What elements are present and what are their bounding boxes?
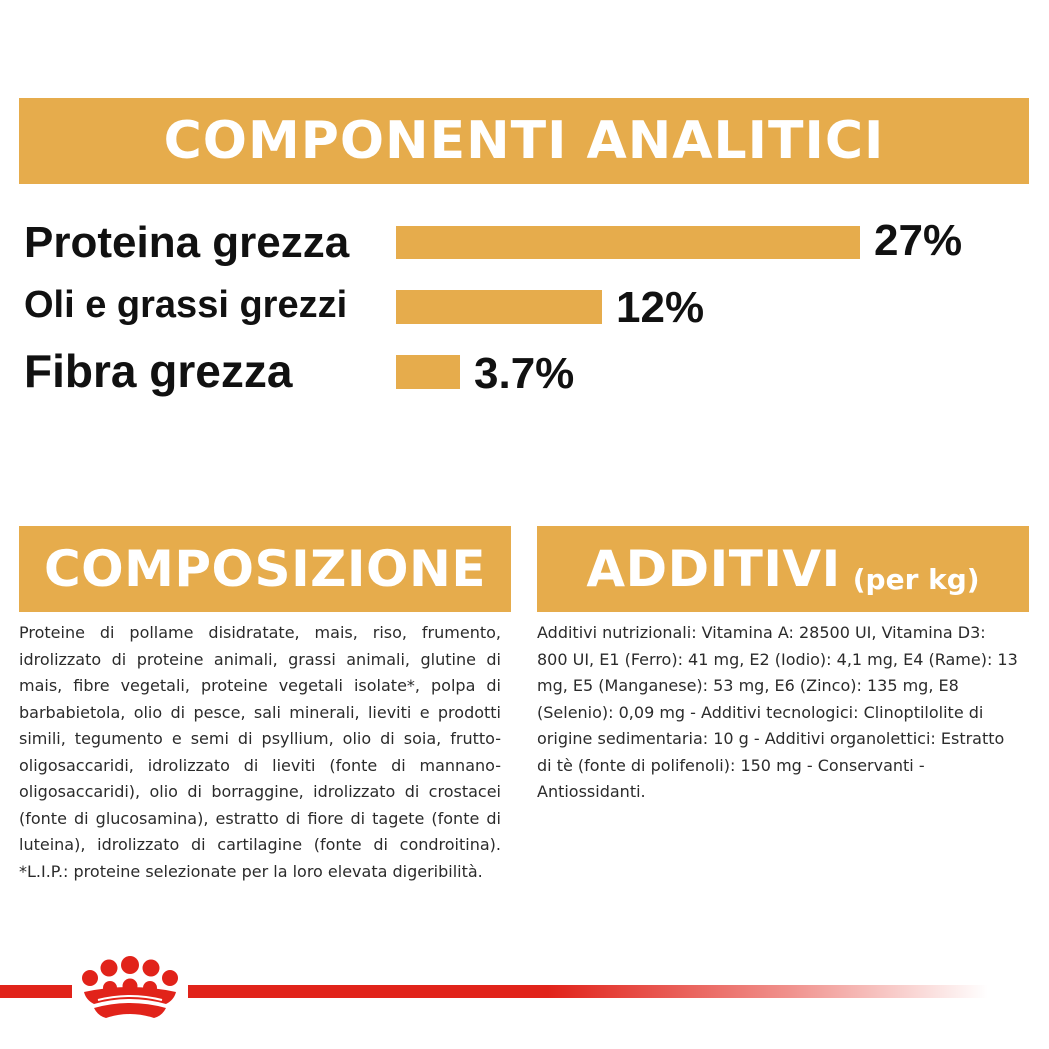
pct-fibra: 3.7% (474, 349, 575, 398)
bar-proteina (396, 226, 860, 259)
row-label-fibra: Fibra grezza (24, 345, 293, 397)
analitici-title: COMPONENTI ANALITICI (163, 111, 885, 171)
row-label-oli: Oli e grassi grezzi (24, 284, 348, 326)
crown-icon (76, 956, 184, 1020)
additivi-subtitle: (per kg) (852, 562, 980, 596)
pct-oli: 12% (616, 283, 705, 332)
footer-red-line-left (0, 985, 72, 998)
composizione-title: COMPOSIZIONE (43, 540, 487, 598)
composizione-text: Proteine di pollame disidratate, mais, riso, frumento, idrolizzato di proteine animali, grassi animali, glutine di mais, fibre vegetali, proteine vegetali isolate*, polpa di barbabietola, olio di pesce, sali minerali, lieviti e prodotti simili, tegumento e semi di psyllium, olio di soia, frutto-oligosaccaridi, idrolizzato di lieviti (fonte di mannano-oligosaccaridi), olio di borraggine, idrolizzato di crostacei (fonte di glucosamina), estratto di fiore di tagete (fonte di luteina), idrolizzato di cartilagine (fonte di condroitina). *L.I.P.: proteine selezionate per la loro elevata digeribilità. (19, 623, 501, 881)
pct-proteina: 27% (874, 216, 963, 265)
bar-fibra (396, 355, 460, 389)
footer-red-line-right (188, 985, 988, 998)
bar-oli (396, 290, 602, 324)
additivi-banner (537, 526, 1029, 612)
analitici-banner (19, 98, 1029, 184)
composizione-banner (19, 526, 511, 612)
additivi-title: ADDITIVI (586, 540, 841, 598)
row-label-proteina: Proteina grezza (24, 218, 350, 267)
additivi-text: Additivi nutrizionali: Vitamina A: 28500 UI, Vitamina D3: 800 UI, E1 (Ferro): 41 mg, E2 (Iodio): 4,1 mg, E4 (Rame): 13 mg, E5 (Manganese): 53 mg, E6 (Zinco): 135 mg, E8 (Selenio): 0,09 mg - Additivi tecnologici: Clinoptilolite di origine sedimentaria: 10 g - Additivi organolettici: Estratto di tè (fonte di polifenoli): 150 mg - Conservanti - Antiossidanti. (537, 623, 1018, 801)
